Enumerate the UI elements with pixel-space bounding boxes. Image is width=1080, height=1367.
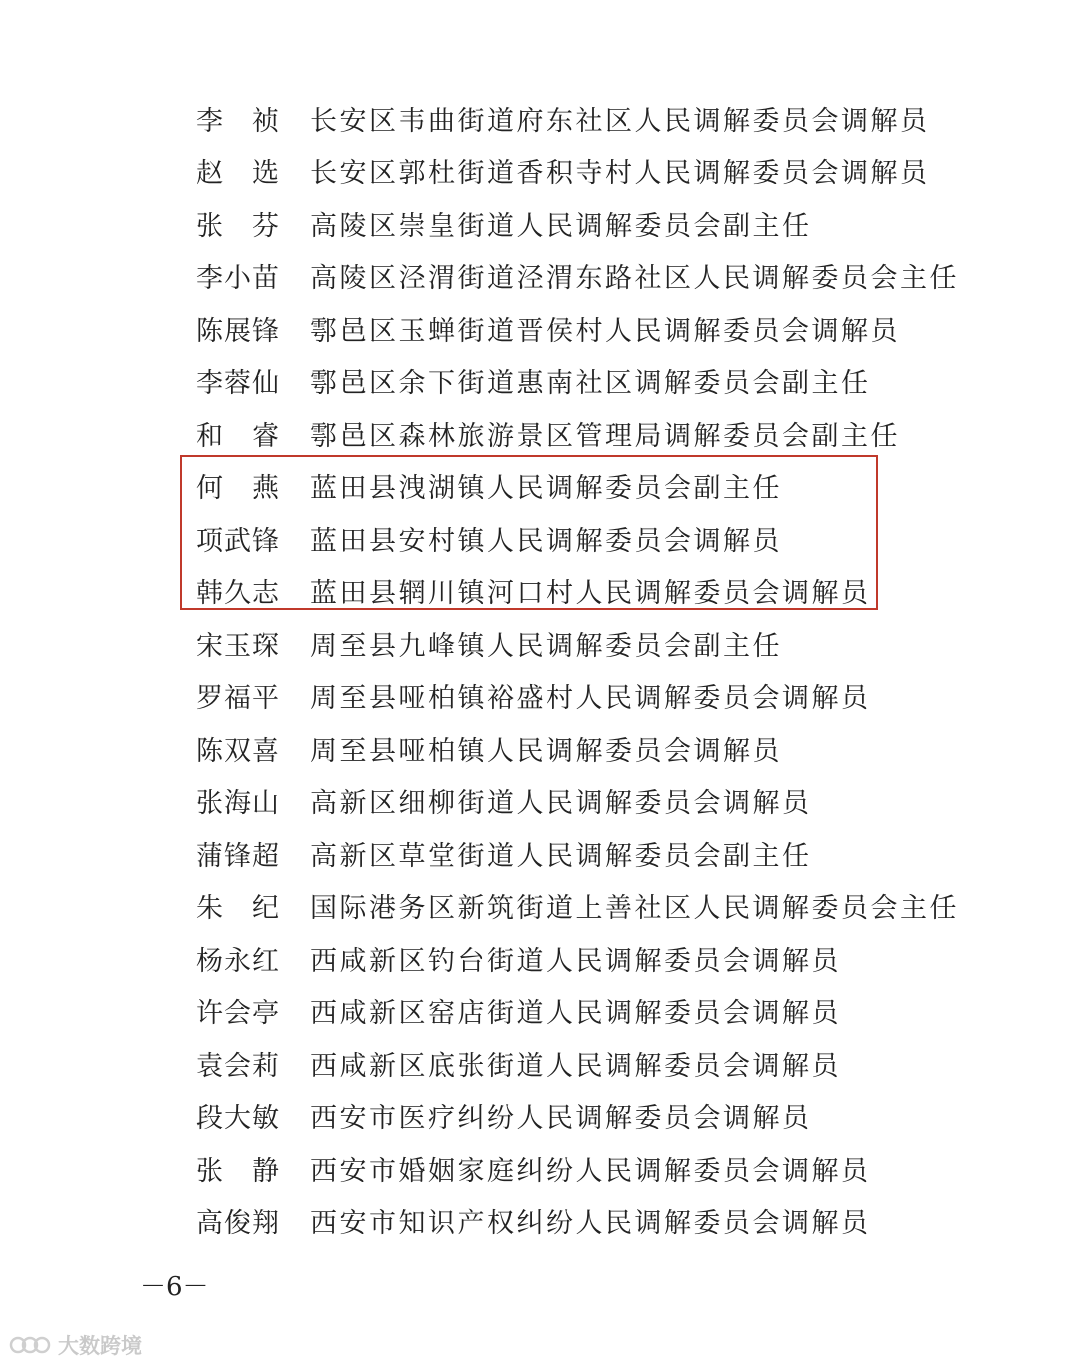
brand-logo-icon bbox=[8, 1333, 52, 1357]
list-item bbox=[196, 355, 956, 408]
watermark-text: 大数跨境 bbox=[58, 1334, 142, 1358]
person-name: 段大敏 bbox=[196, 1103, 280, 1135]
organization-title: 鄠邑区森林旅游景区管理局调解委员会副主任 bbox=[310, 420, 900, 452]
person-name: 陈双喜 bbox=[196, 735, 280, 767]
organization-title: 周至县九峰镇人民调解委员会副主任 bbox=[310, 630, 782, 662]
list-item bbox=[196, 145, 956, 198]
organization-title: 西咸新区底张街道人民调解委员会调解员 bbox=[310, 1050, 841, 1082]
organization-title: 国际港务区新筑街道上善社区人民调解委员会主任 bbox=[310, 893, 959, 925]
list-item bbox=[196, 670, 956, 723]
person-name: 朱 纪 bbox=[196, 893, 280, 925]
list-item bbox=[196, 1090, 956, 1143]
person-name: 项武锋 bbox=[196, 525, 280, 557]
watermark bbox=[8, 1330, 142, 1360]
organization-title: 西咸新区窑店街道人民调解委员会调解员 bbox=[310, 998, 841, 1030]
organization-title: 西安市知识产权纠纷人民调解委员会调解员 bbox=[310, 1208, 871, 1240]
person-name: 杨永红 bbox=[196, 945, 280, 977]
organization-title: 西安市医疗纠纷人民调解委员会调解员 bbox=[310, 1103, 812, 1135]
person-name: 宋玉琛 bbox=[196, 630, 280, 662]
organization-title: 鄠邑区玉蝉街道晋侯村人民调解委员会调解员 bbox=[310, 315, 900, 347]
person-name: 罗福平 bbox=[196, 683, 280, 715]
list-item bbox=[196, 1037, 956, 1090]
organization-title: 蓝田县辋川镇河口村人民调解委员会调解员 bbox=[310, 578, 871, 610]
person-name: 高俊翔 bbox=[196, 1208, 280, 1240]
person-name: 李 祯 bbox=[196, 105, 280, 137]
organization-title: 高新区草堂街道人民调解委员会副主任 bbox=[310, 840, 812, 872]
person-name: 赵 选 bbox=[196, 158, 280, 190]
list-item bbox=[196, 775, 956, 828]
organization-title: 西安市婚姻家庭纠纷人民调解委员会调解员 bbox=[310, 1155, 871, 1187]
person-name: 何 燕 bbox=[196, 473, 280, 505]
person-name: 李蓉仙 bbox=[196, 368, 280, 400]
person-name: 张 芬 bbox=[196, 210, 280, 242]
list-item bbox=[196, 985, 956, 1038]
person-name: 张 静 bbox=[196, 1155, 280, 1187]
list-item bbox=[196, 932, 956, 985]
list-item bbox=[196, 407, 956, 460]
list-item bbox=[196, 617, 956, 670]
entry-list bbox=[196, 92, 959, 1247]
organization-title: 西咸新区钓台街道人民调解委员会调解员 bbox=[310, 945, 841, 977]
organization-title: 高新区细柳街道人民调解委员会调解员 bbox=[310, 788, 812, 820]
organization-title: 长安区郭杜街道香积寺村人民调解委员会调解员 bbox=[310, 158, 930, 190]
person-name: 蒲锋超 bbox=[196, 840, 280, 872]
person-name: 韩久志 bbox=[196, 578, 280, 610]
organization-title: 蓝田县安村镇人民调解委员会调解员 bbox=[310, 525, 782, 557]
person-name: 李小苗 bbox=[196, 263, 280, 295]
list-item bbox=[196, 1195, 956, 1248]
list-item bbox=[196, 1142, 956, 1195]
list-item bbox=[196, 880, 959, 933]
organization-title: 周至县哑柏镇人民调解委员会调解员 bbox=[310, 735, 782, 767]
list-item bbox=[196, 302, 956, 355]
organization-title: 周至县哑柏镇裕盛村人民调解委员会调解员 bbox=[310, 683, 871, 715]
person-name: 陈展锋 bbox=[196, 315, 280, 347]
list-item bbox=[196, 827, 956, 880]
organization-title: 蓝田县洩湖镇人民调解委员会副主任 bbox=[310, 473, 782, 505]
page-number: －6－ bbox=[140, 1272, 209, 1302]
person-name: 袁会莉 bbox=[196, 1050, 280, 1082]
list-item bbox=[196, 197, 956, 250]
person-name: 许会亭 bbox=[196, 998, 280, 1030]
list-item bbox=[196, 722, 956, 775]
organization-title: 长安区韦曲街道府东社区人民调解委员会调解员 bbox=[310, 105, 930, 137]
highlight-box bbox=[180, 455, 878, 610]
list-item bbox=[196, 92, 956, 145]
organization-title: 高陵区泾渭街道泾渭东路社区人民调解委员会主任 bbox=[310, 263, 959, 295]
person-name: 和 睿 bbox=[196, 420, 280, 452]
organization-title: 高陵区崇皇街道人民调解委员会副主任 bbox=[310, 210, 812, 242]
list-item bbox=[196, 250, 959, 303]
person-name: 张海山 bbox=[196, 788, 280, 820]
organization-title: 鄠邑区余下街道惠南社区调解委员会副主任 bbox=[310, 368, 871, 400]
